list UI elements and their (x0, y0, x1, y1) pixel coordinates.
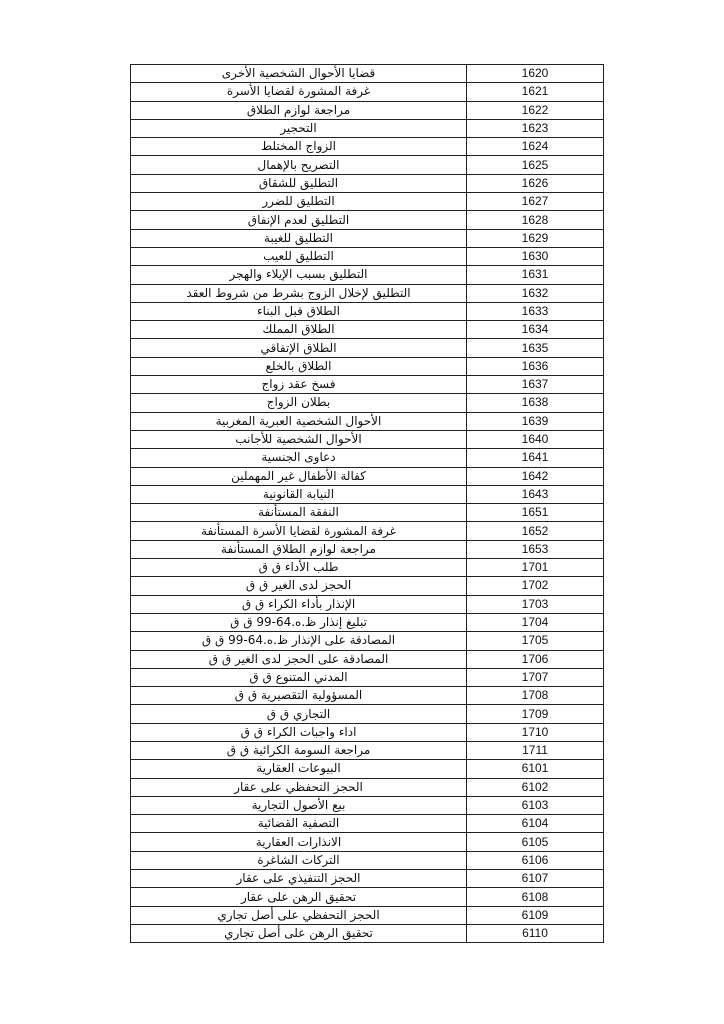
case-code: 6108 (467, 888, 604, 906)
table-row (131, 119, 604, 137)
table-row (131, 613, 604, 631)
table-row (131, 467, 604, 485)
case-code: 1703 (467, 595, 604, 613)
case-type-label: المدني المتنوع ق ق (131, 668, 467, 686)
case-type-label: الإنذار بأداء الكراء ق ق (131, 595, 467, 613)
case-type-label: غرفة المشورة لقضايا الأسرة (131, 83, 467, 101)
case-code: 1651 (467, 504, 604, 522)
table-row (131, 339, 604, 357)
case-code: 1624 (467, 138, 604, 156)
case-type-label: بيع الأصول التجارية (131, 796, 467, 814)
case-type-label: التطليق لعدم الإنفاق (131, 211, 467, 229)
case-type-label: التركات الشاغرة (131, 851, 467, 869)
case-code: 6102 (467, 778, 604, 796)
table-row (131, 723, 604, 741)
case-code: 6103 (467, 796, 604, 814)
case-code: 1640 (467, 430, 604, 448)
case-code: 1626 (467, 174, 604, 192)
case-type-label: مراجعة لوازم الطلاق المستأنفة (131, 540, 467, 558)
case-code: 1708 (467, 687, 604, 705)
table-row (131, 284, 604, 302)
case-type-label: الطلاق المملك (131, 321, 467, 339)
case-code: 1642 (467, 467, 604, 485)
case-type-label: الأحوال الشخصية العبرية المغربية (131, 412, 467, 430)
case-type-label: تحقيق الرهن على عقار (131, 888, 467, 906)
table-row (131, 101, 604, 119)
case-type-label: التطليق بسبب الإيلاء والهجر (131, 266, 467, 284)
case-code: 1623 (467, 119, 604, 137)
case-code: 1625 (467, 156, 604, 174)
case-type-label: التطليق للعيب (131, 247, 467, 265)
case-type-label: الانذارات العقارية (131, 833, 467, 851)
case-type-label: المصادقة على الحجز لدى الغير ق ق (131, 650, 467, 668)
table-row (131, 83, 604, 101)
case-type-label: التطليق للشقاق (131, 174, 467, 192)
case-type-label: النيابة القانونية (131, 485, 467, 503)
case-type-label: الطلاق بالخلع (131, 357, 467, 375)
case-type-label: الحجز التنفيذي على عقار (131, 870, 467, 888)
case-code: 6104 (467, 815, 604, 833)
case-type-label: التطليق للغيبة (131, 229, 467, 247)
case-code: 6110 (467, 924, 604, 942)
table-row (131, 266, 604, 284)
case-code: 1704 (467, 613, 604, 631)
case-type-label: تحقيق الرهن على أصل تجاري (131, 924, 467, 942)
case-code: 1630 (467, 247, 604, 265)
case-code: 1701 (467, 559, 604, 577)
case-code: 1702 (467, 577, 604, 595)
case-code: 1633 (467, 302, 604, 320)
case-type-label: طلب الأداء ق ق (131, 559, 467, 577)
case-code: 6109 (467, 906, 604, 924)
table-row (131, 156, 604, 174)
case-type-label: الحجز لدى الغير ق ق (131, 577, 467, 595)
table-row (131, 833, 604, 851)
case-type-label: التصريح بالإهمال (131, 156, 467, 174)
table-row (131, 357, 604, 375)
case-code: 1710 (467, 723, 604, 741)
case-type-label: الزواج المختلط (131, 138, 467, 156)
table-row (131, 796, 604, 814)
case-code: 1636 (467, 357, 604, 375)
table-row (131, 522, 604, 540)
table-row (131, 412, 604, 430)
table-row (131, 174, 604, 192)
case-type-label: بطلان الزواج (131, 394, 467, 412)
table-row (131, 430, 604, 448)
case-code: 1622 (467, 101, 604, 119)
table-row (131, 760, 604, 778)
table-row (131, 870, 604, 888)
case-code: 1643 (467, 485, 604, 503)
case-code: 1635 (467, 339, 604, 357)
case-type-label: الطلاق قبل البناء (131, 302, 467, 320)
table-row (131, 193, 604, 211)
case-type-label: غرفة المشورة لقضايا الأسرة المستأنفة (131, 522, 467, 540)
case-type-label: قضايا الأحوال الشخصية الأخرى (131, 65, 467, 83)
case-code: 1620 (467, 65, 604, 83)
case-type-label: المسؤولية التقصيرية ق ق (131, 687, 467, 705)
case-code: 1652 (467, 522, 604, 540)
table-row (131, 851, 604, 869)
case-code: 1641 (467, 449, 604, 467)
table-row (131, 211, 604, 229)
table-row (131, 595, 604, 613)
case-code: 1621 (467, 83, 604, 101)
table-row (131, 376, 604, 394)
case-type-label: اداء واجبات الكراء ق ق (131, 723, 467, 741)
case-type-label: دعاوى الجنسية (131, 449, 467, 467)
table-row (131, 504, 604, 522)
case-type-label: التطليق لإخلال الزوج بشرط من شروط العقد (131, 284, 467, 302)
case-code: 6106 (467, 851, 604, 869)
case-type-label: الحجز التحفظي على أصل تجاري (131, 906, 467, 924)
case-codes-table (130, 64, 604, 943)
case-code: 1705 (467, 632, 604, 650)
case-type-label: الحجز التحفظي على عقار (131, 778, 467, 796)
table-row (131, 138, 604, 156)
case-type-label: كفالة الأطفال غير المهملين (131, 467, 467, 485)
table-row (131, 778, 604, 796)
case-code: 1637 (467, 376, 604, 394)
case-code: 1706 (467, 650, 604, 668)
case-type-label: تبليغ إنذار ظ.ه.64-99 ق ق (131, 613, 467, 631)
table-row (131, 229, 604, 247)
case-codes-body (131, 65, 604, 943)
case-type-label: التحجير (131, 119, 467, 137)
case-code: 1709 (467, 705, 604, 723)
table-row (131, 888, 604, 906)
case-type-label: فسخ عقد زواج (131, 376, 467, 394)
case-code: 1711 (467, 741, 604, 759)
case-code: 6107 (467, 870, 604, 888)
table-row (131, 485, 604, 503)
case-type-label: مراجعة السومة الكرائية ق ق (131, 741, 467, 759)
case-code: 6101 (467, 760, 604, 778)
case-type-label: الطلاق الإتفاقي (131, 339, 467, 357)
table-row (131, 650, 604, 668)
table-row (131, 247, 604, 265)
case-code: 1634 (467, 321, 604, 339)
table-row (131, 321, 604, 339)
table-row (131, 687, 604, 705)
table-row (131, 65, 604, 83)
case-type-label: المصادقة على الإنذار ظ.ه.64-99 ق ق (131, 632, 467, 650)
case-code: 6105 (467, 833, 604, 851)
case-code: 1629 (467, 229, 604, 247)
case-type-label: التطليق للضرر (131, 193, 467, 211)
case-type-label: التصفية القضائية (131, 815, 467, 833)
table-row (131, 741, 604, 759)
table-row (131, 449, 604, 467)
case-code: 1631 (467, 266, 604, 284)
case-code: 1627 (467, 193, 604, 211)
case-type-label: الأحوال الشخصية للأجانب (131, 430, 467, 448)
table-row (131, 632, 604, 650)
table-row (131, 668, 604, 686)
table-row (131, 906, 604, 924)
case-code: 1628 (467, 211, 604, 229)
table-row (131, 559, 604, 577)
table-row (131, 394, 604, 412)
case-type-label: التجاري ق ق (131, 705, 467, 723)
case-code: 1653 (467, 540, 604, 558)
table-row (131, 705, 604, 723)
case-code: 1632 (467, 284, 604, 302)
table-row (131, 540, 604, 558)
table-row (131, 924, 604, 942)
case-type-label: النفقة المستأنفة (131, 504, 467, 522)
case-code: 1707 (467, 668, 604, 686)
table-row (131, 302, 604, 320)
table-row (131, 577, 604, 595)
case-code: 1639 (467, 412, 604, 430)
case-type-label: البيوعات العقارية (131, 760, 467, 778)
case-type-label: مراجعة لوازم الطلاق (131, 101, 467, 119)
case-code: 1638 (467, 394, 604, 412)
table-row (131, 815, 604, 833)
